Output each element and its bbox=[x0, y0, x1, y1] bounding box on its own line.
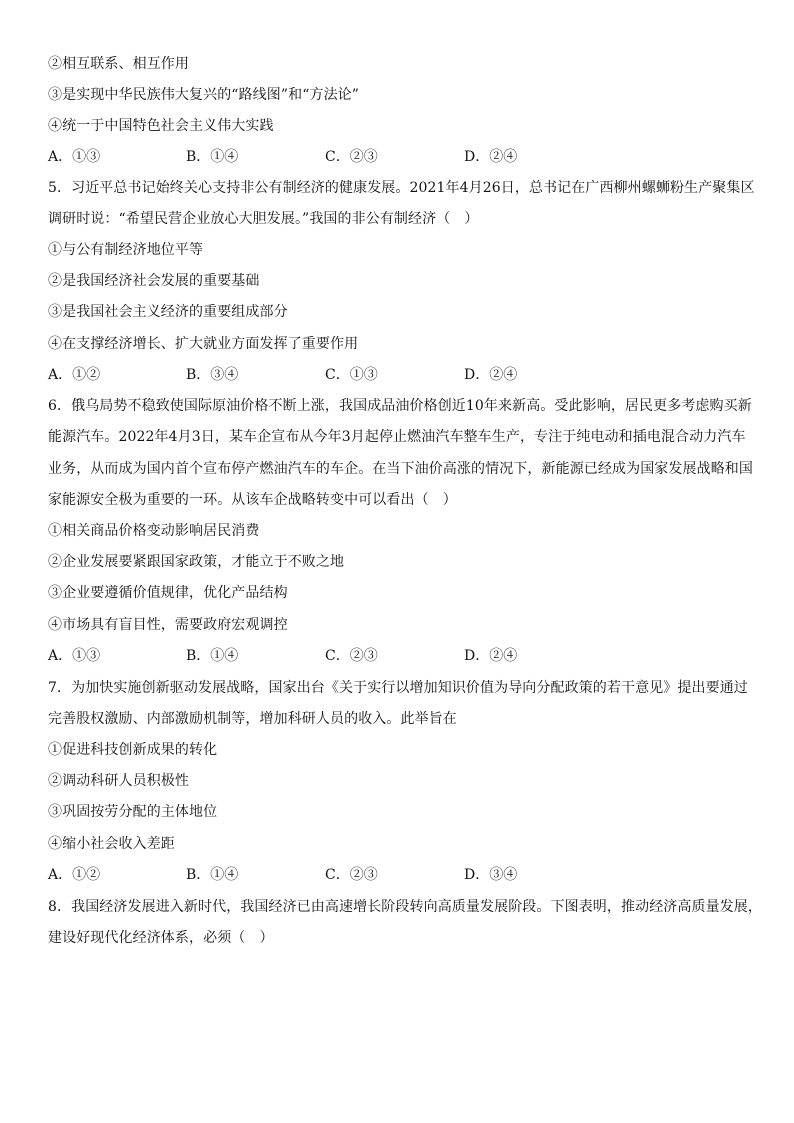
q4-option-a[interactable]: A．①③ bbox=[48, 149, 101, 165]
q6-option-c[interactable]: C．②③ bbox=[325, 648, 378, 664]
q6-option-b[interactable]: B．①④ bbox=[186, 648, 239, 664]
q6-item-1: ①相关商品价格变动影响居民消费 bbox=[48, 523, 260, 539]
q6-stem-line-4: 家能源安全极为重要的一环。从该车企战略转变中可以看出（ ） bbox=[48, 492, 457, 508]
q5-option-a[interactable]: A．①② bbox=[48, 367, 101, 383]
q5-option-c[interactable]: C．①③ bbox=[325, 367, 378, 383]
q6-option-a[interactable]: A．①③ bbox=[48, 648, 101, 664]
q4-item-4: ④统一于中国特色社会主义伟大实践 bbox=[48, 118, 274, 134]
q7-item-3: ③巩固按劳分配的主体地位 bbox=[48, 804, 218, 820]
q7-item-4: ④缩小社会收入差距 bbox=[48, 836, 175, 852]
q6-options bbox=[48, 646, 648, 666]
q5-option-b[interactable]: B．③④ bbox=[186, 367, 239, 383]
q6-stem-line-3: 业务，从而成为国内首个宣布停产燃油汽车的车企。在当下油价高涨的情况下，新能源已经成为国家发展战略和国 bbox=[48, 461, 753, 477]
q7-item-1: ①促进科技创新成果的转化 bbox=[48, 742, 218, 758]
q7-option-b[interactable]: B．①④ bbox=[186, 867, 239, 883]
q4-item-3: ③是实现中华民族伟大复兴的“路线图”和“方法论” bbox=[48, 87, 360, 103]
q7-option-c[interactable]: C．②③ bbox=[325, 867, 378, 883]
q5-item-1: ①与公有制经济地位平等 bbox=[48, 242, 204, 258]
q6-option-d[interactable]: D．②④ bbox=[464, 648, 518, 664]
q6-stem-line-1: 6．俄乌局势不稳致使国际原油价格不断上涨，我国成品油价格创近10年来新高。受此影响，居民更多考虑购买新 bbox=[48, 398, 752, 414]
q7-item-2: ②调动科研人员积极性 bbox=[48, 773, 189, 789]
q7-stem-line-2: 完善股权激励、内部激励机制等，增加科研人员的收入。此举旨在 bbox=[48, 711, 457, 727]
q7-option-d[interactable]: D．③④ bbox=[464, 867, 518, 883]
q5-options bbox=[48, 365, 648, 385]
q6-item-3: ③企业要遵循价值规律，优化产品结构 bbox=[48, 585, 288, 601]
q6-stem-line-2: 能源汽车。2022年4月3日，某车企宣布从今年3月起停止燃油汽车整车生产，专注于纯电动和插电混合动力汽车 bbox=[48, 429, 746, 445]
q7-options bbox=[48, 865, 648, 885]
q8-stem-line-1: 8．我国经济发展进入新时代，我国经济已由高速增长阶段转向高质量发展阶段。下图表明，推动经济高质量发展， bbox=[48, 899, 763, 915]
q4-option-c[interactable]: C．②③ bbox=[325, 149, 378, 165]
q7-stem-line-1: 7．为加快实施创新驱动发展战略，国家出台《关于实行以增加知识价值为导向分配政策的若干意见》提出要通过 bbox=[48, 680, 748, 696]
q5-item-4: ④在支撑经济增长、扩大就业方面发挥了重要作用 bbox=[48, 336, 359, 352]
q4-options bbox=[48, 147, 648, 167]
q5-stem-line-1: 5．习近平总书记始终关心支持非公有制经济的健康发展。2021年4月26日，总书记在广西柳州螺蛳粉生产聚集区 bbox=[48, 180, 755, 196]
q6-item-4: ④市场具有盲目性，需要政府宏观调控 bbox=[48, 617, 288, 633]
q5-stem-line-2: 调研时说：“希望民营企业放心大胆发展。”我国的非公有制经济（ ） bbox=[48, 211, 479, 227]
q4-option-d[interactable]: D．②④ bbox=[464, 149, 518, 165]
q6-item-2: ②企业发展要紧跟国家政策，才能立于不败之地 bbox=[48, 554, 345, 570]
q5-item-3: ③是我国社会主义经济的重要组成部分 bbox=[48, 304, 288, 320]
q7-option-a[interactable]: A．①② bbox=[48, 867, 101, 883]
q5-option-d[interactable]: D．②④ bbox=[464, 367, 518, 383]
q5-item-2: ②是我国经济社会发展的重要基础 bbox=[48, 273, 260, 289]
q4-option-b[interactable]: B．①④ bbox=[186, 149, 239, 165]
q4-item-2: ②相互联系、相互作用 bbox=[48, 56, 189, 72]
q8-stem-line-2: 建设好现代化经济体系，必须（ ） bbox=[48, 930, 274, 946]
